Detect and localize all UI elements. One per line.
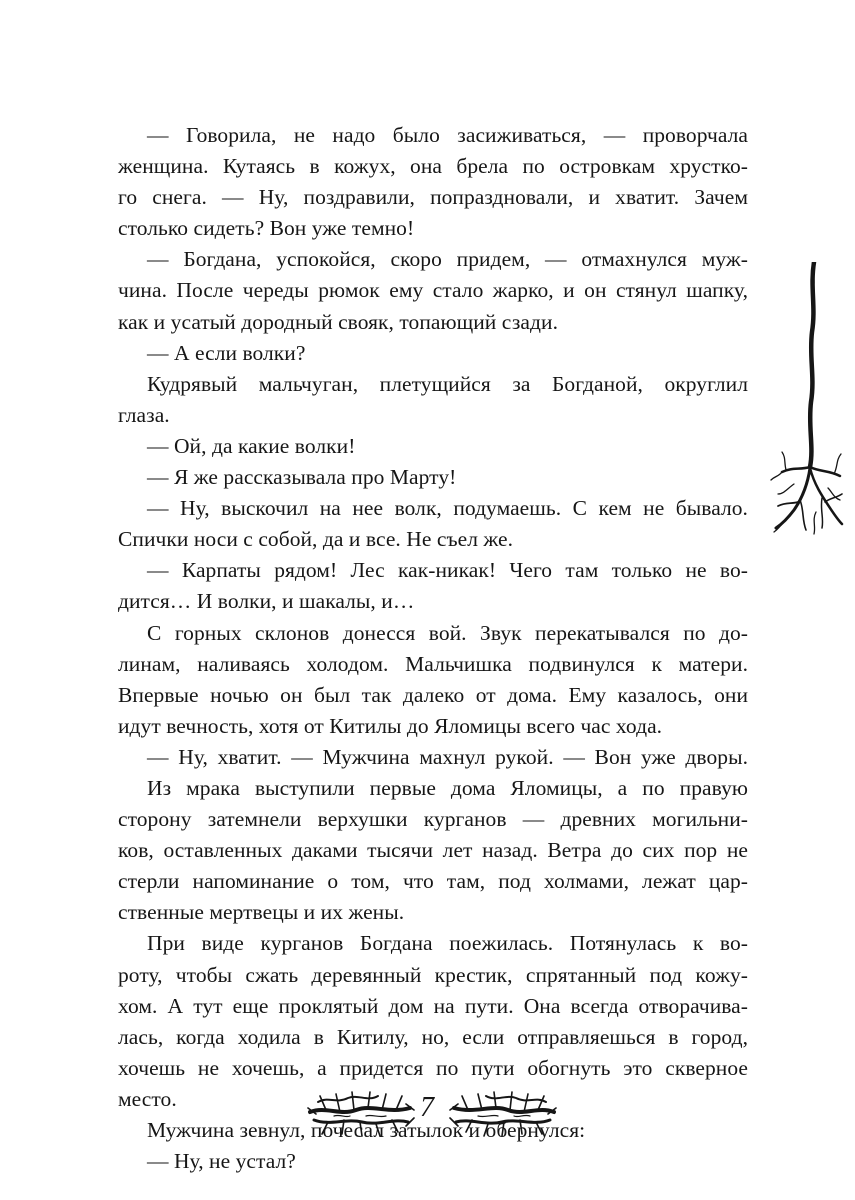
text-line: При виде курганов Богдана поежилась. Потянулась к во- — [147, 931, 748, 956]
text-line: ков, оставленных даками тысячи лет назад. Ветра до сих пор не — [118, 838, 748, 863]
body-text — [118, 120, 748, 1177]
text-line: роту, чтобы сжать деревянный крестик, спрятанный под кожу- — [118, 962, 748, 987]
text-line: столько сидеть? Вон уже темно! — [118, 216, 415, 241]
page-footer — [0, 1082, 855, 1142]
text-line: го снега. — Ну, поздравили, попраздновали, и хватит. Зачем — [118, 185, 748, 210]
text-line: ственные мертвецы и их жены. — [118, 900, 405, 925]
text-line: Кудрявый мальчуган, плетущийся за Богданой, округлил — [147, 371, 748, 396]
text-line: — Ну, хватит. — Мужчина махнул рукой. — Вон уже дворы. — [147, 744, 748, 769]
text-line: — Ой, да какие волки! — [147, 433, 356, 458]
text-line: глаза. — [118, 402, 170, 427]
hanging-branch-roots-icon — [770, 262, 845, 537]
text-line: хочешь не хочешь, а придется по пути обогнуть это скверное — [118, 1055, 748, 1080]
text-line: — Карпаты рядом! Лес как-никак! Чего там только не во- — [147, 558, 748, 583]
text-line: место. — [118, 1086, 177, 1111]
text-line: — А если волки? — [147, 340, 306, 365]
text-line: дится… И волки, и шакалы, и… — [118, 589, 415, 614]
text-line: — Я же рассказывала про Марту! — [147, 465, 457, 490]
text-line: Впервые ночью он был так далеко от дома. Ему казалось, они — [118, 682, 748, 707]
text-line: Из мрака выступили первые дома Яломицы, а по правую — [147, 775, 748, 800]
text-line: Мужчина зевнул, почесал затылок и обернулся: — [147, 1118, 586, 1142]
text-line: линам, наливаясь холодом. Мальчишка подвинулся к матери. — [118, 651, 748, 676]
thorny-branch-icon — [306, 1082, 416, 1138]
text-line: хом. А тут еще проклятый дом на пути. Она всегда отворачива- — [118, 993, 748, 1018]
text-line: сторону затемнели верхушки курганов — древних могильни- — [118, 807, 748, 832]
page-number: 7 — [420, 1092, 434, 1123]
text-line: — Ну, не устал? — [147, 1149, 296, 1174]
text-line: — Говорила, не надо было засиживаться, — проворчала — [147, 123, 748, 147]
text-line: женщина. Кутаясь в кожух, она брела по островкам хрустко- — [118, 154, 748, 179]
text-line: лась, когда ходила в Китилу, но, если отправляешься в город, — [118, 1024, 748, 1049]
thorny-branch-icon — [448, 1082, 558, 1138]
text-line: Спички носи с собой, да и все. Не съел же. — [118, 527, 514, 552]
text-line: С горных склонов донесся вой. Звук перекатывался по до- — [147, 620, 748, 645]
text-line: чина. После череды рюмок ему стало жарко, и он стянул шапку, — [118, 278, 748, 303]
text-line: стерли напоминание о том, что там, под холмами, лежат цар- — [118, 869, 748, 894]
text-line: идут вечность, хотя от Китилы до Яломицы всего час хода. — [118, 713, 663, 738]
text-line: — Ну, выскочил на нее волк, подумаешь. С кем не бывало. — [147, 496, 748, 521]
text-line: — Богдана, успокойся, скоро придем, — отмахнулся муж- — [147, 247, 748, 272]
text-line: как и усатый дородный свояк, топающий сзади. — [118, 309, 558, 334]
